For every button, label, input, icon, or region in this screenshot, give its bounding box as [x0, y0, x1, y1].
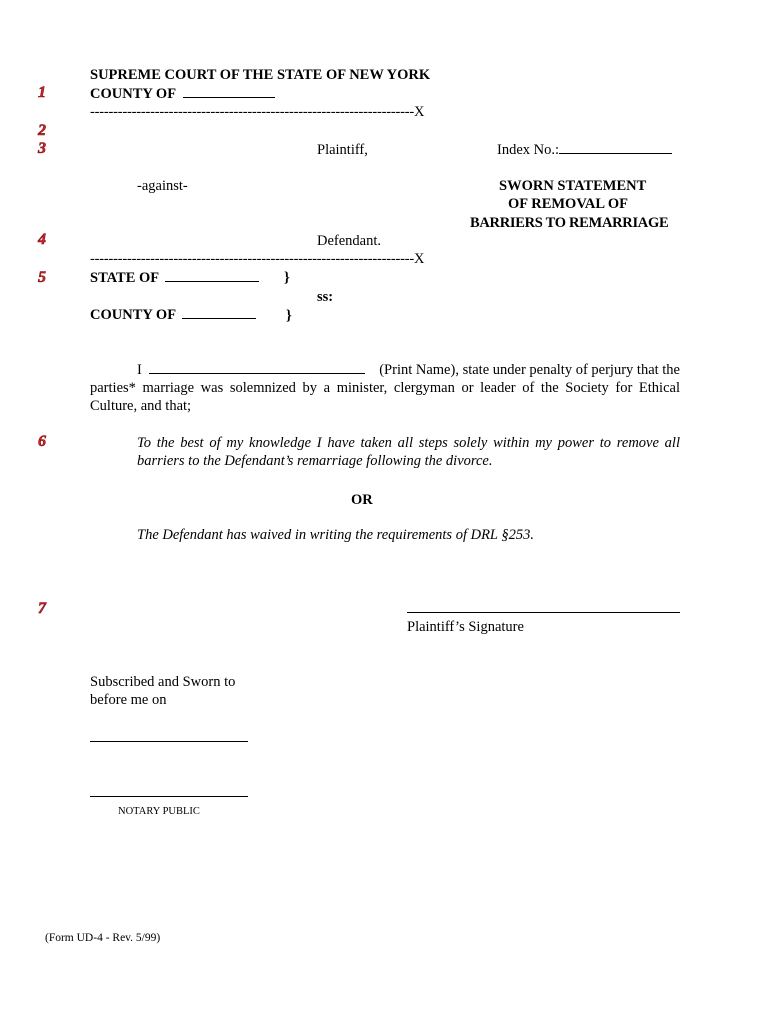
caption-separator-top: ----------------------------------------------------------------------X: [90, 104, 425, 120]
step-marker-2: 2: [38, 122, 46, 139]
index-number-blank[interactable]: [559, 141, 672, 154]
intro-line-1-rest: (Print Name), state under penalty of perjury that the: [379, 362, 680, 378]
title-line-2: OF REMOVAL OF: [508, 196, 629, 212]
step-marker-1: 1: [38, 84, 46, 101]
venue-brace-top: }: [284, 270, 290, 286]
step-marker-5: 5: [38, 269, 46, 286]
signature-label: Plaintiff’s Signature: [407, 619, 524, 635]
caption-separator-bottom: ----------------------------------------------------------------------X: [90, 251, 425, 267]
subscribed-line-1: Subscribed and Sworn to: [90, 674, 236, 690]
option-1-statement: To the best of my knowledge I have taken all steps solely within my power to remove all barriers to the Defendant’s remarriage following the divorce.: [137, 435, 680, 469]
step-marker-6: 6: [38, 433, 46, 450]
state-blank[interactable]: [165, 269, 259, 282]
index-number-row: [497, 141, 672, 159]
header-county-label: COUNTY OF: [90, 86, 176, 102]
print-name-blank[interactable]: [149, 361, 365, 374]
intro-paragraph: parties* marriage was solemnized by a minister, clergyman or leader of the Society for Ethical Culture, and that;: [90, 380, 680, 414]
step-marker-7: 7: [38, 600, 46, 617]
intro-i: I: [137, 362, 142, 378]
venue-county-blank[interactable]: [182, 306, 256, 319]
sworn-date-line[interactable]: [90, 741, 248, 742]
title-line-1: SWORN STATEMENT: [499, 178, 647, 194]
plaintiff-label: Plaintiff,: [317, 142, 368, 158]
venue-brace-bottom: }: [286, 308, 292, 324]
title-line-3: BARRIERS TO REMARRIAGE: [470, 215, 669, 231]
signature-line[interactable]: [407, 612, 680, 613]
court-name: SUPREME COURT OF THE STATE OF NEW YORK: [90, 67, 431, 83]
venue-county-label: COUNTY OF: [90, 307, 176, 323]
county-blank[interactable]: [183, 85, 275, 98]
venue-state-row: [90, 269, 259, 287]
intro-line-1: [137, 361, 365, 379]
notary-public-label: NOTARY PUBLIC: [118, 806, 200, 817]
notary-signature-line[interactable]: [90, 796, 248, 797]
venue-county-row: [90, 306, 256, 324]
index-label: Index No.:: [497, 142, 560, 158]
option-2-statement: The Defendant has waived in writing the requirements of DRL §253.: [137, 527, 534, 543]
or-separator: OR: [351, 492, 373, 508]
step-marker-3: 3: [38, 140, 46, 157]
defendant-label: Defendant.: [317, 233, 382, 249]
against-label: -against-: [137, 178, 188, 194]
form-id: (Form UD-4 - Rev. 5/99): [45, 932, 161, 944]
step-marker-4: 4: [38, 231, 46, 248]
ss-label: ss:: [317, 289, 334, 305]
header-county-row: [90, 85, 275, 103]
venue-state-label: STATE OF: [90, 270, 159, 286]
subscribed-line-2: before me on: [90, 692, 167, 708]
